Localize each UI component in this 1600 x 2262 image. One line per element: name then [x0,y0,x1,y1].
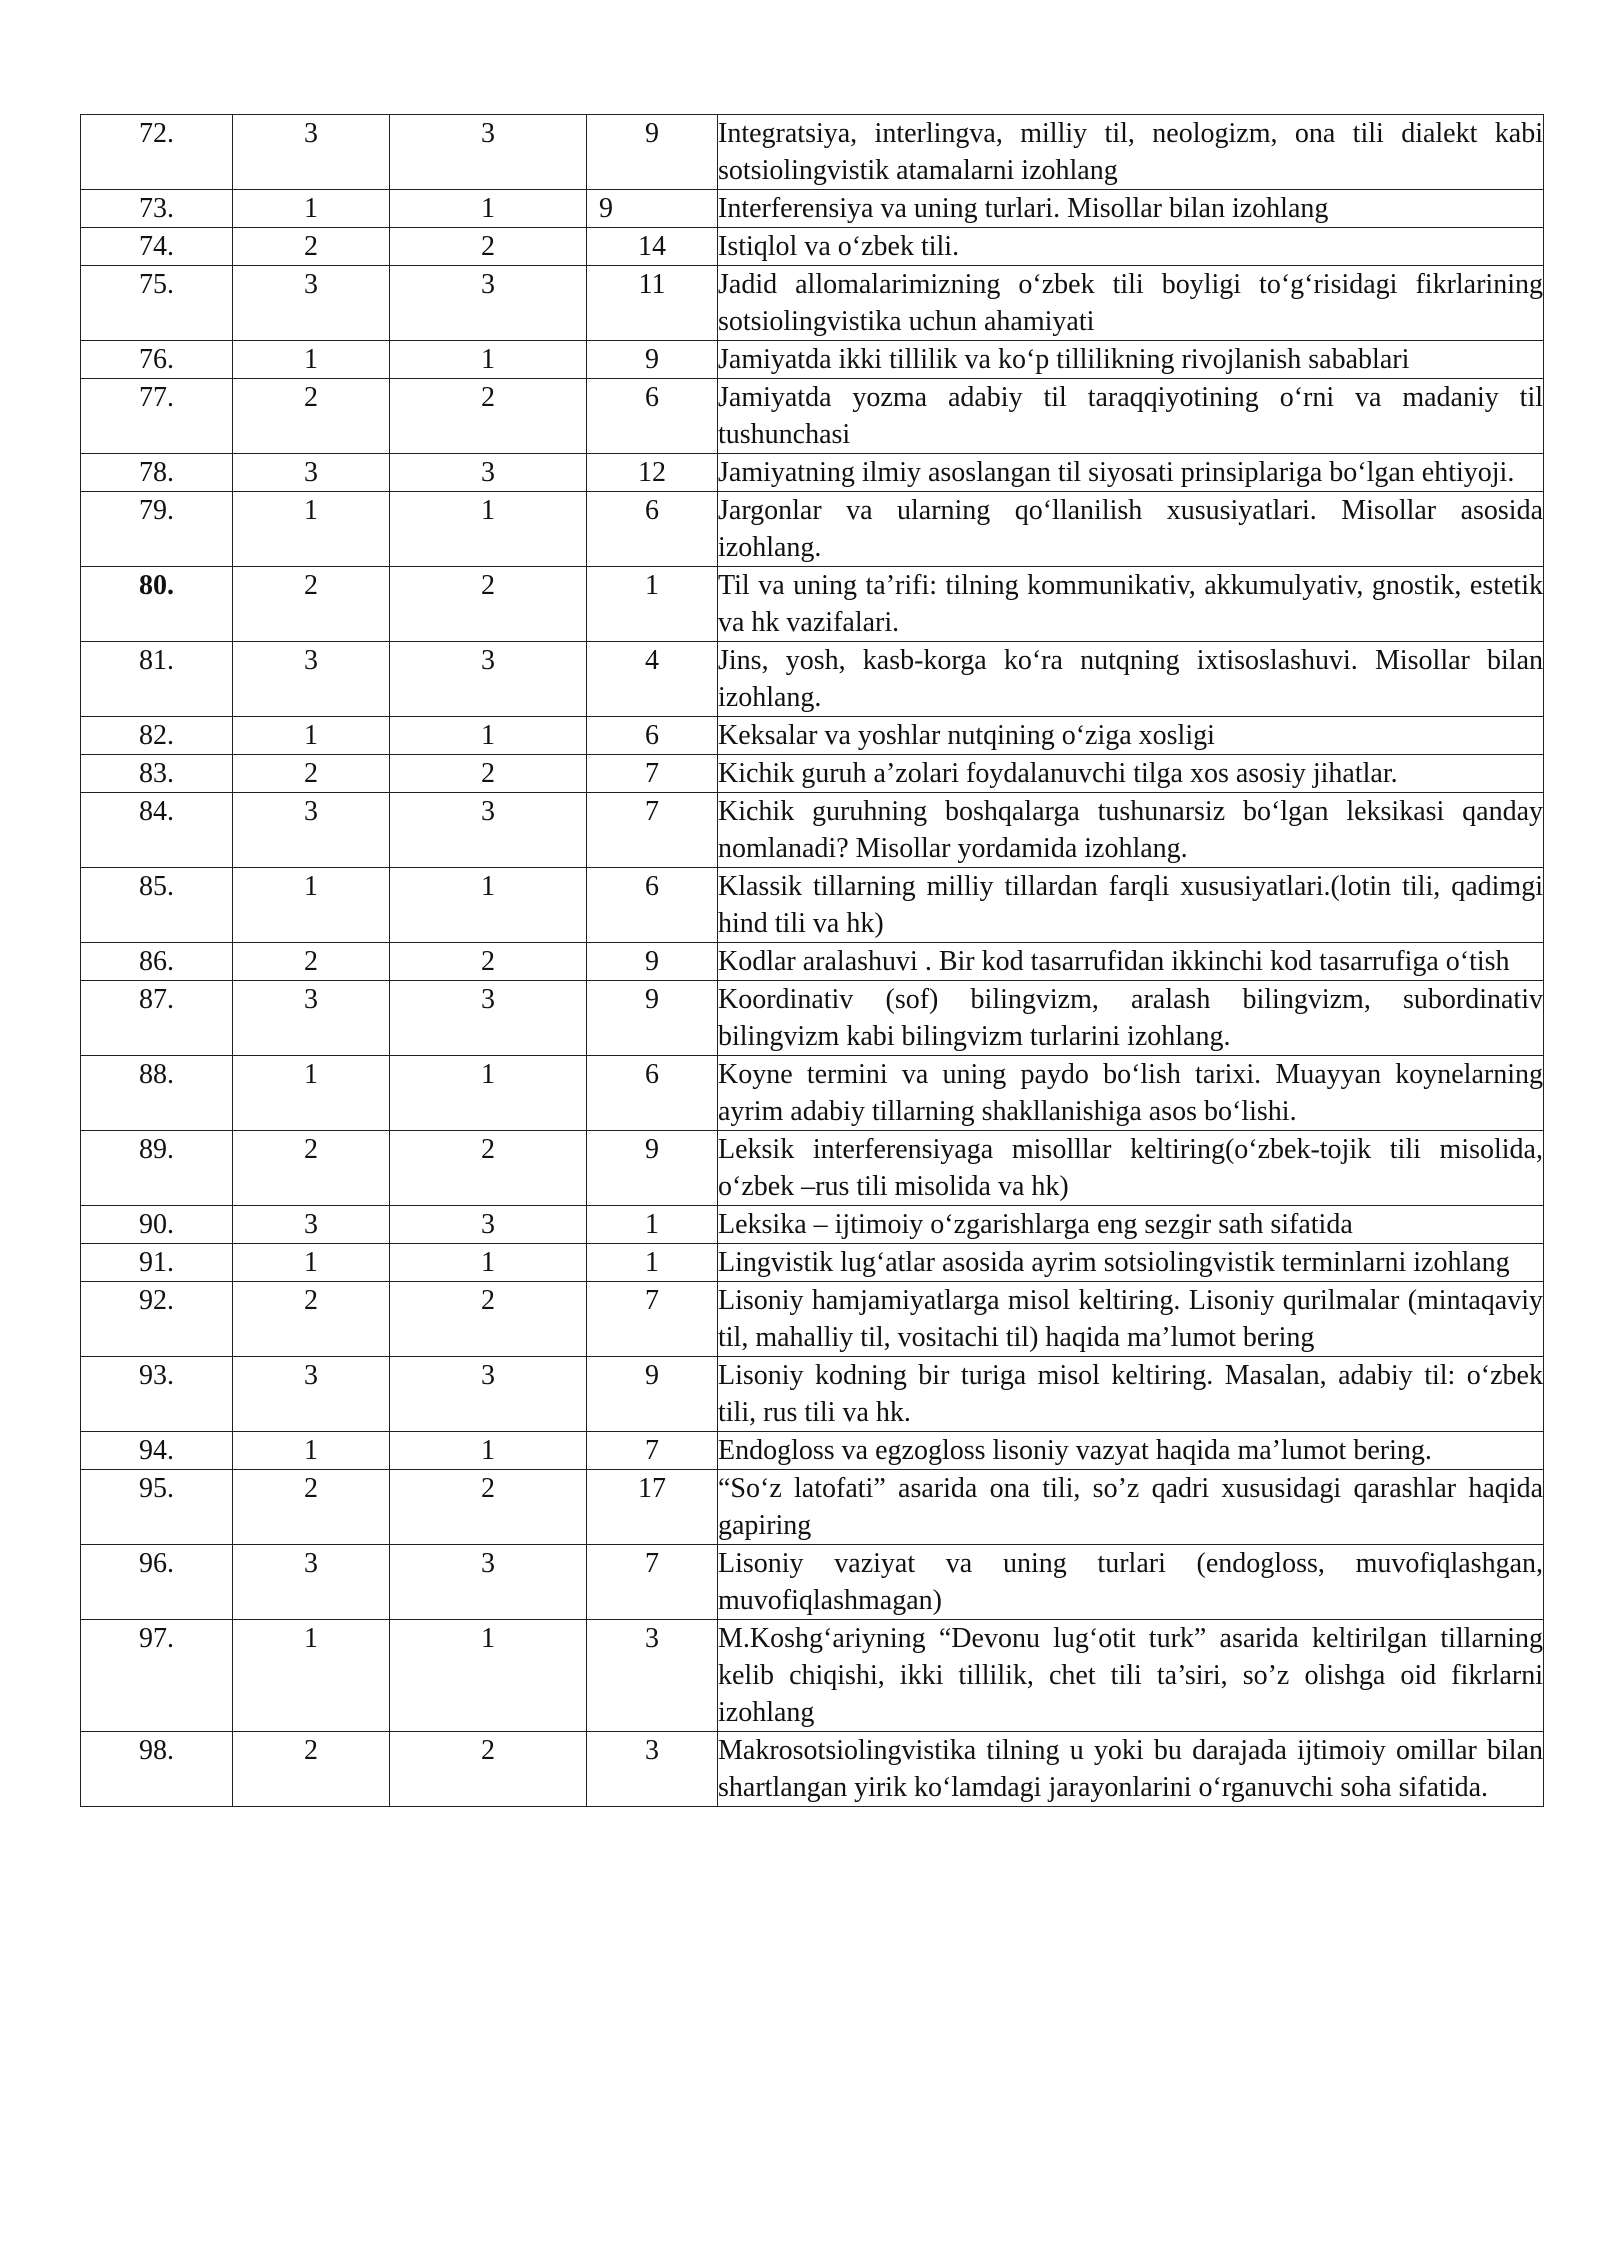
question-text-cell: “So‘z latofati” asarida ona tili, so’z qadri xususidagi qarashlar haqida gapiring [718,1470,1544,1545]
table-row [81,755,1544,793]
row-number-cell: 83. [81,755,233,793]
column-b-cell: 2 [390,755,587,793]
column-b-cell: 2 [390,567,587,642]
column-c-cell: 6 [587,868,718,943]
column-b-cell: 1 [390,868,587,943]
question-text-cell: Lingvistik lug‘atlar asosida ayrim sotsiolingvistik terminlarni izohlang [718,1244,1544,1282]
column-c-cell: 9 [587,943,718,981]
question-text-cell: Istiqlol va o‘zbek tili. [718,228,1544,266]
column-c-cell: 11 [587,266,718,341]
row-number-cell: 80. [81,567,233,642]
column-c-cell: 6 [587,717,718,755]
table-row [81,1357,1544,1432]
question-text-cell: Leksik interferensiyaga misolllar keltiring(o‘zbek-tojik tili misolida, o‘zbek –rus tili misolida va hk) [718,1131,1544,1206]
table-row [81,793,1544,868]
row-number-cell: 89. [81,1131,233,1206]
column-c-cell: 1 [587,567,718,642]
question-text-cell: Lisoniy vaziyat va uning turlari (endogloss, muvofiqlashgan, muvofiqlashmagan) [718,1545,1544,1620]
column-b-cell: 2 [390,1470,587,1545]
table-row [81,981,1544,1056]
row-number-cell: 92. [81,1282,233,1357]
column-c-cell: 9 [587,1357,718,1432]
row-number-cell: 74. [81,228,233,266]
column-b-cell: 1 [390,492,587,567]
column-b-cell: 3 [390,642,587,717]
column-b-cell: 3 [390,1206,587,1244]
row-number-cell: 82. [81,717,233,755]
column-a-cell: 3 [233,1545,390,1620]
table-row [81,341,1544,379]
table-row [81,1244,1544,1282]
table-row [81,190,1544,228]
column-c-cell: 6 [587,492,718,567]
row-number-cell: 97. [81,1620,233,1732]
table-row [81,266,1544,341]
column-c-cell: 9 [587,1131,718,1206]
column-c-cell: 7 [587,1545,718,1620]
column-b-cell: 3 [390,981,587,1056]
question-text-cell: Til va uning ta’rifi: tilning kommunikativ, akkumulyativ, gnostik, estetik va hk vazifalari. [718,567,1544,642]
row-number-cell: 84. [81,793,233,868]
question-text-cell: Makrosotsiolingvistika tilning u yoki bu darajada ijtimoiy omillar bilan shartlangan yirik ko‘lamdagi jarayonlarini o‘rganuvchi soha sifatida. [718,1732,1544,1807]
row-number-cell: 96. [81,1545,233,1620]
column-a-cell: 1 [233,1056,390,1131]
row-number-cell: 90. [81,1206,233,1244]
table-row [81,379,1544,454]
column-a-cell: 1 [233,1432,390,1470]
row-number-cell: 78. [81,454,233,492]
table-row [81,943,1544,981]
table-row [81,1620,1544,1732]
row-number-cell: 87. [81,981,233,1056]
row-number-cell: 73. [81,190,233,228]
column-b-cell: 2 [390,1131,587,1206]
column-a-cell: 3 [233,115,390,190]
question-text-cell: Jamiyatda yozma adabiy til taraqqiyotining o‘rni va madaniy til tushunchasi [718,379,1544,454]
row-number-cell: 98. [81,1732,233,1807]
column-b-cell: 3 [390,454,587,492]
column-b-cell: 1 [390,1432,587,1470]
column-a-cell: 3 [233,981,390,1056]
column-b-cell: 2 [390,1282,587,1357]
column-a-cell: 1 [233,868,390,943]
column-b-cell: 1 [390,1056,587,1131]
column-a-cell: 2 [233,1732,390,1807]
question-text-cell: Leksika – ijtimoiy o‘zgarishlarga eng sezgir sath sifatida [718,1206,1544,1244]
column-c-cell: 3 [587,1732,718,1807]
column-b-cell: 1 [390,717,587,755]
column-c-cell: 6 [587,379,718,454]
column-a-cell: 3 [233,454,390,492]
question-text-cell: Lisoniy kodning bir turiga misol keltiring. Masalan, adabiy til: o‘zbek tili, rus tili va hk. [718,1357,1544,1432]
column-c-cell: 9 [587,115,718,190]
table-row [81,567,1544,642]
column-c-cell: 3 [587,1620,718,1732]
column-b-cell: 2 [390,1732,587,1807]
table-row [81,868,1544,943]
question-text-cell: Jamiyatda ikki tillilik va ko‘p tillilikning rivojlanish sabablari [718,341,1544,379]
column-c-cell: 7 [587,793,718,868]
column-a-cell: 3 [233,642,390,717]
question-text-cell: Kodlar aralashuvi . Bir kod tasarrufidan ikkinchi kod tasarrufiga o‘tish [718,943,1544,981]
row-number-cell: 81. [81,642,233,717]
table-row [81,1282,1544,1357]
column-b-cell: 3 [390,115,587,190]
column-c-cell: 6 [587,1056,718,1131]
row-number-cell: 95. [81,1470,233,1545]
row-number-cell: 85. [81,868,233,943]
table-row [81,454,1544,492]
table-row [81,1056,1544,1131]
row-number-cell: 94. [81,1432,233,1470]
column-c-cell: 9 [587,341,718,379]
row-number-cell: 77. [81,379,233,454]
question-text-cell: Keksalar va yoshlar nutqining o‘ziga xosligi [718,717,1544,755]
questions-table [80,114,1544,1807]
column-b-cell: 3 [390,1545,587,1620]
row-number-cell: 72. [81,115,233,190]
question-text-cell: Klassik tillarning milliy tillardan farqli xususiyatlari.(lotin tili, qadimgi hind tili va hk) [718,868,1544,943]
table-row [81,1732,1544,1807]
column-a-cell: 2 [233,943,390,981]
column-b-cell: 2 [390,228,587,266]
question-text-cell: Jadid allomalarimizning o‘zbek tili boyligi to‘g‘risidagi fikrlarining sotsiolingvistika uchun ahamiyati [718,266,1544,341]
table-row [81,1545,1544,1620]
question-text-cell: Integratsiya, interlingva, milliy til, neologizm, ona tili dialekt kabi sotsiolingvistik atamalarni izohlang [718,115,1544,190]
column-a-cell: 1 [233,1620,390,1732]
table-row [81,1432,1544,1470]
row-number-cell: 88. [81,1056,233,1131]
row-number-cell: 93. [81,1357,233,1432]
column-a-cell: 1 [233,1244,390,1282]
table-row [81,717,1544,755]
question-text-cell: Jamiyatning ilmiy asoslangan til siyosati prinsiplariga bo‘lgan ehtiyoji. [718,454,1544,492]
table-row [81,1470,1544,1545]
column-b-cell: 3 [390,266,587,341]
column-c-cell: 1 [587,1206,718,1244]
question-text-cell: Kichik guruh a’zolari foydalanuvchi tilga xos asosiy jihatlar. [718,755,1544,793]
column-a-cell: 2 [233,1131,390,1206]
column-b-cell: 1 [390,190,587,228]
column-c-cell: 9 [587,981,718,1056]
question-text-cell: M.Koshg‘ariyning “Devonu lug‘otit turk” asarida keltirilgan tillarning kelib chiqishi, ikki tillilik, chet tili ta’siri, so’z olishga oid fikrlarni izohlang [718,1620,1544,1732]
column-c-cell: 1 [587,1244,718,1282]
column-c-cell: 9 [587,190,718,228]
column-a-cell: 1 [233,492,390,567]
question-text-cell: Kichik guruhning boshqalarga tushunarsiz bo‘lgan leksikasi qanday nomlanadi? Misollar yordamida izohlang. [718,793,1544,868]
column-a-cell: 3 [233,1357,390,1432]
question-text-cell: Jins, yosh, kasb-korga ko‘ra nutqning ixtisoslashuvi. Misollar bilan izohlang. [718,642,1544,717]
row-number-cell: 76. [81,341,233,379]
column-a-cell: 2 [233,379,390,454]
column-a-cell: 3 [233,266,390,341]
column-a-cell: 2 [233,1282,390,1357]
column-a-cell: 3 [233,1206,390,1244]
column-a-cell: 1 [233,190,390,228]
question-text-cell: Endogloss va egzogloss lisoniy vazyat haqida ma’lumot bering. [718,1432,1544,1470]
column-b-cell: 2 [390,943,587,981]
column-a-cell: 2 [233,567,390,642]
column-c-cell: 7 [587,1282,718,1357]
column-b-cell: 1 [390,1244,587,1282]
table-row [81,492,1544,567]
column-a-cell: 3 [233,793,390,868]
row-number-cell: 86. [81,943,233,981]
questions-table-body [81,115,1544,1807]
column-c-cell: 7 [587,755,718,793]
column-b-cell: 3 [390,793,587,868]
column-c-cell: 4 [587,642,718,717]
question-text-cell: Koyne termini va uning paydo bo‘lish tarixi. Muayyan koynelarning ayrim adabiy tillarning shakllanishiga asos bo‘lishi. [718,1056,1544,1131]
question-text-cell: Koordinativ (sof) bilingvizm, aralash bilingvizm, subordinativ bilingvizm kabi bilingvizm turlarini izohlang. [718,981,1544,1056]
question-text-cell: Interferensiya va uning turlari. Misollar bilan izohlang [718,190,1544,228]
column-a-cell: 1 [233,717,390,755]
table-row [81,1206,1544,1244]
table-row [81,1131,1544,1206]
column-b-cell: 1 [390,1620,587,1732]
column-a-cell: 2 [233,1470,390,1545]
column-a-cell: 1 [233,341,390,379]
table-row [81,642,1544,717]
column-c-cell: 17 [587,1470,718,1545]
column-a-cell: 2 [233,228,390,266]
column-a-cell: 2 [233,755,390,793]
row-number-cell: 79. [81,492,233,567]
question-text-cell: Jargonlar va ularning qo‘llanilish xususiyatlari. Misollar asosida izohlang. [718,492,1544,567]
row-number-cell: 91. [81,1244,233,1282]
column-c-cell: 12 [587,454,718,492]
row-number-cell: 75. [81,266,233,341]
table-row [81,228,1544,266]
column-b-cell: 1 [390,341,587,379]
table-row [81,115,1544,190]
column-b-cell: 2 [390,379,587,454]
column-c-cell: 14 [587,228,718,266]
column-c-cell: 7 [587,1432,718,1470]
column-b-cell: 3 [390,1357,587,1432]
question-text-cell: Lisoniy hamjamiyatlarga misol keltiring. Lisoniy qurilmalar (mintaqaviy til, mahalliy til, vositachi til) haqida ma’lumot bering [718,1282,1544,1357]
